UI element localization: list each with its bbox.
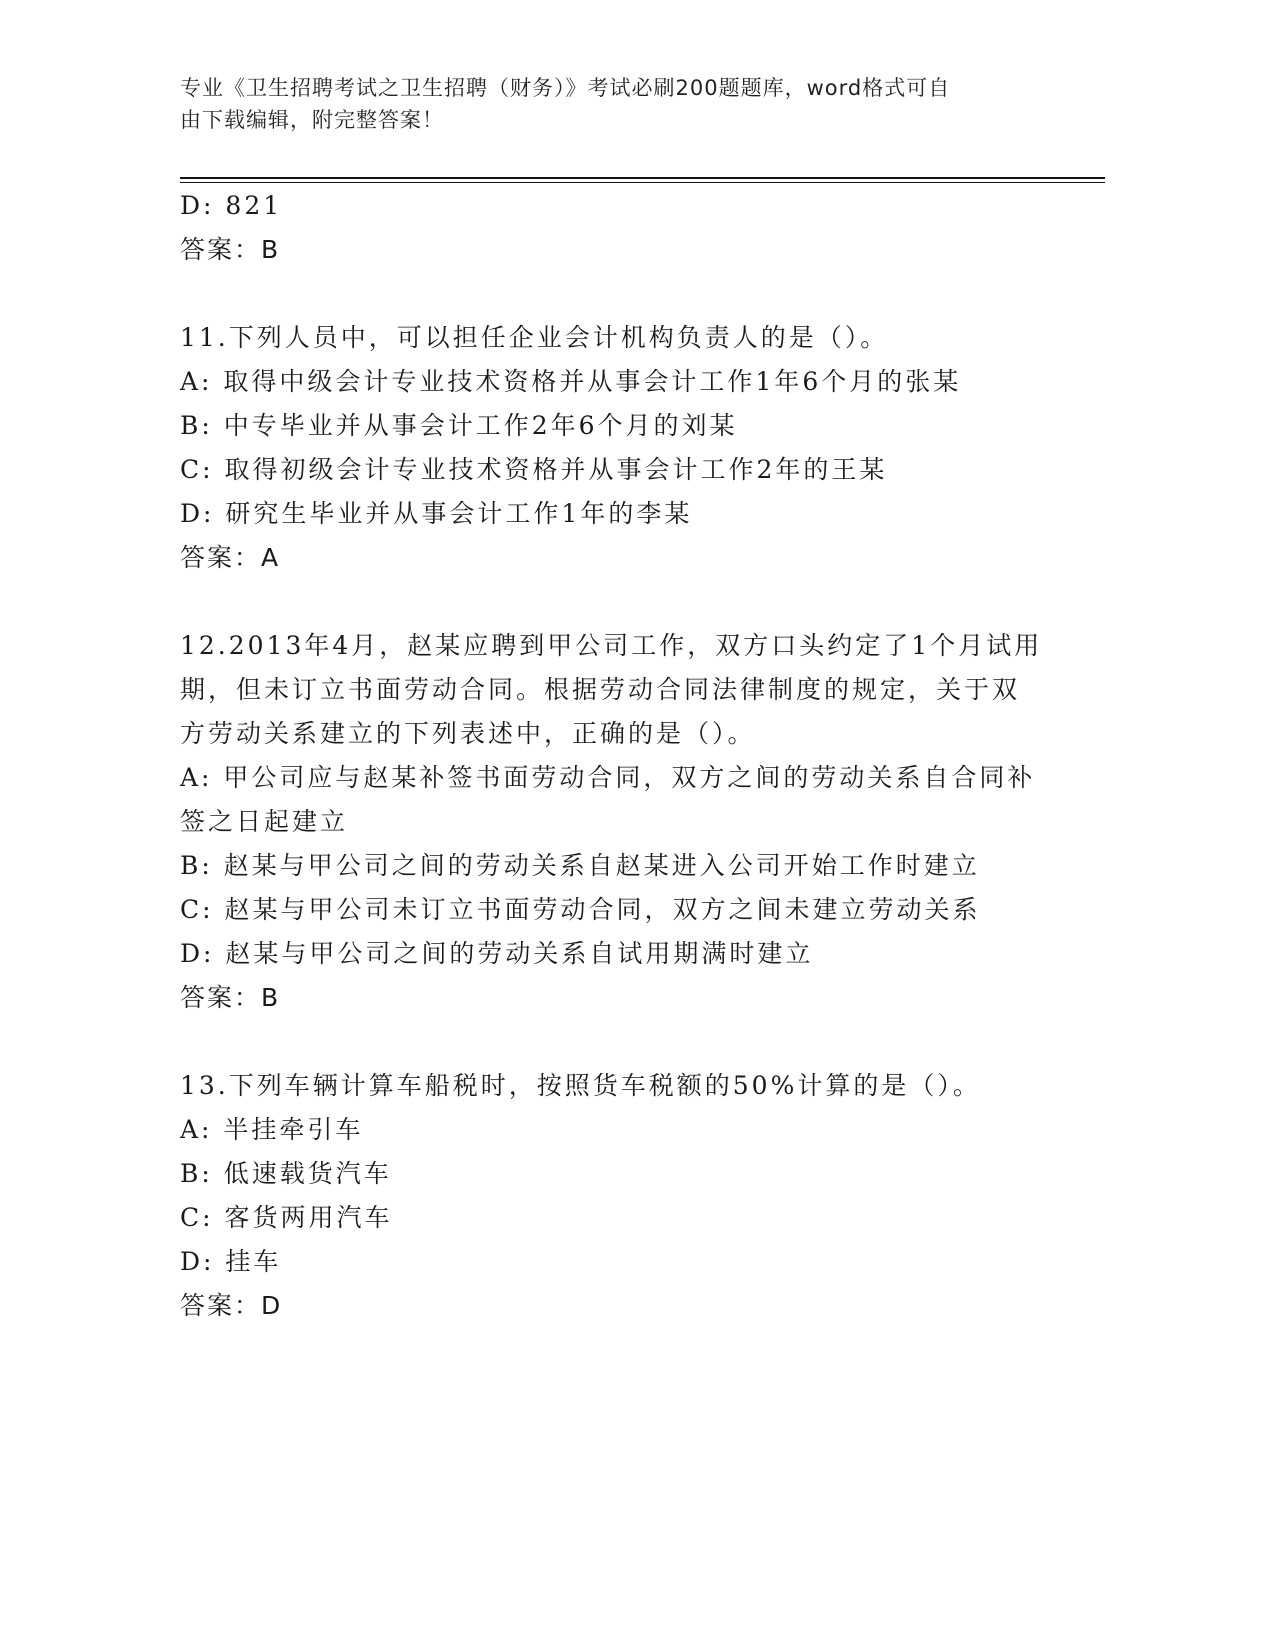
option-c: C: 赵某与甲公司未订立书面劳动合同，双方之间未建立劳动关系	[180, 895, 981, 924]
option-a: A: 甲公司应与赵某补签书面劳动合同，双方之间的劳动关系自合同补	[180, 763, 1036, 792]
option-d: D: 赵某与甲公司之间的劳动关系自试用期满时建立	[180, 939, 814, 968]
question-stem-line-3: 方劳动关系建立的下列表述中，正确的是（）。	[180, 719, 756, 748]
option-c: C: 取得初级会计专业技术资格并从事会计工作2年的王某	[180, 455, 888, 484]
option-a-continued: 签之日起建立	[180, 807, 349, 836]
answer-line: 答案：B	[180, 983, 281, 1012]
question-stem: 11.下列人员中，可以担任企业会计机构负责人的是（）。	[180, 323, 889, 352]
option-a: A: 取得中级会计专业技术资格并从事会计工作1年6个月的张某	[180, 367, 962, 396]
document-header	[180, 72, 1040, 136]
carryover-block	[180, 184, 1080, 272]
option-d: D: 821	[180, 191, 283, 220]
option-c: C: 客货两用汽车	[180, 1203, 393, 1232]
option-b: B: 低速载货汽车	[180, 1159, 392, 1188]
question-content	[180, 184, 1080, 1328]
option-d: D: 挂车	[180, 1247, 282, 1276]
question-13	[180, 1064, 1080, 1328]
option-b: B: 中专毕业并从事会计工作2年6个月的刘某	[180, 411, 738, 440]
header-rule-thin	[180, 182, 1105, 183]
question-11	[180, 316, 1080, 580]
option-a: A: 半挂牵引车	[180, 1115, 364, 1144]
question-stem-line-2: 期，但未订立书面劳动合同。根据劳动合同法律制度的规定，关于双	[180, 675, 1021, 704]
answer-line: 答案：B	[180, 235, 281, 264]
option-d: D: 研究生毕业并从事会计工作1年的李某	[180, 499, 693, 528]
option-b: B: 赵某与甲公司之间的劳动关系自赵某进入公司开始工作时建立	[180, 851, 980, 880]
answer-line: 答案：D	[180, 1291, 283, 1320]
question-stem: 13.下列车辆计算车船税时，按照货车税额的50%计算的是（）。	[180, 1071, 981, 1100]
header-title-line-2: 由下载编辑，附完整答案！	[180, 108, 444, 132]
header-title-line-1: 专业《卫生招聘考试之卫生招聘（财务）》考试必刷200题题库，word格式可自	[180, 76, 951, 100]
question-12	[180, 624, 1080, 1020]
question-stem-line-1: 12.2013年4月，赵某应聘到甲公司工作，双方口头约定了1个月试用	[180, 631, 1043, 660]
answer-line: 答案：A	[180, 543, 281, 572]
header-rule-thick	[180, 177, 1105, 179]
